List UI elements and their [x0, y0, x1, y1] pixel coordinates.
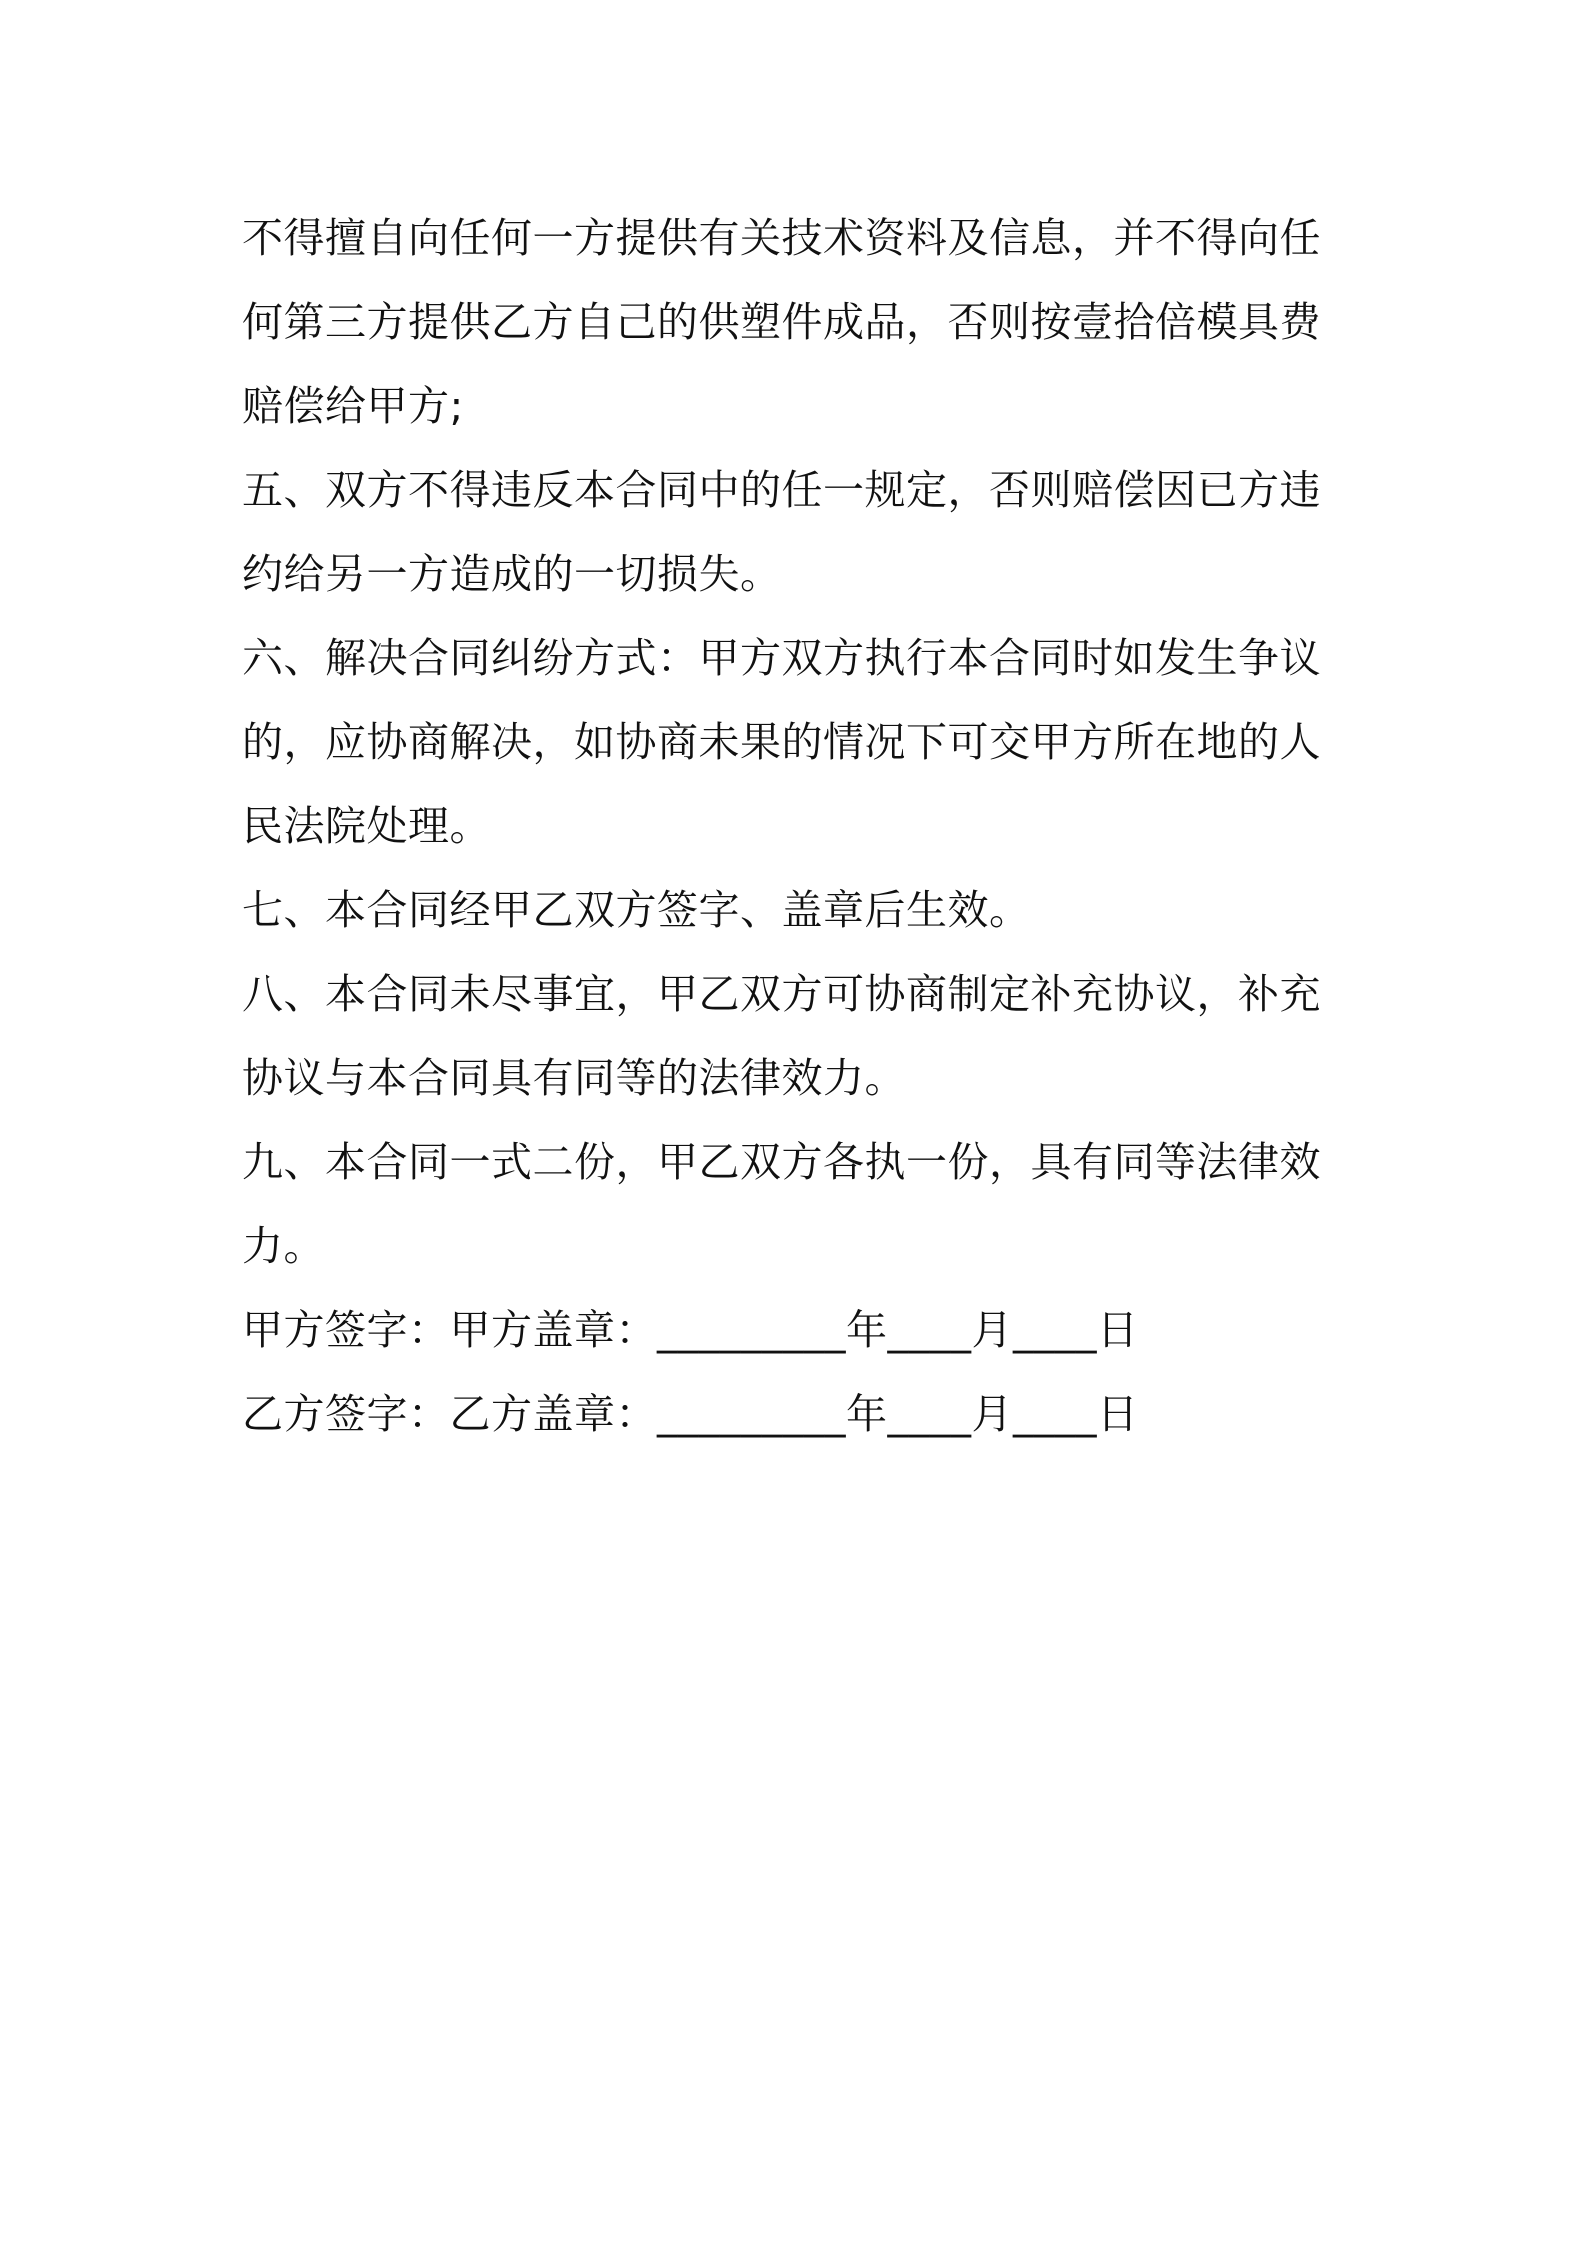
- clause-9-line-1: 九、本合同一式二份，甲乙双方各执一份，具有同等法律效: [242, 1138, 1321, 1186]
- party-a-signature-line: 甲方签字：甲方盖章：_________年____月____日: [242, 1306, 1139, 1354]
- clause-6-line-2: 的，应协商解决，如协商未果的情况下可交甲方所在地的人: [242, 718, 1321, 766]
- clause-5-line-1: 五、双方不得违反本合同中的任一规定，否则赔偿因已方违: [242, 466, 1321, 514]
- text-line-1: 不得擅自向任何一方提供有关技术资料及信息，并不得向任: [242, 214, 1321, 262]
- contract-body: [242, 196, 1360, 1456]
- clause-7-line-1: 七、本合同经甲乙双方签字、盖章后生效。: [242, 886, 1031, 934]
- clause-5-line-2: 约给另一方造成的一切损失。: [242, 550, 782, 598]
- text-line-3: 赔偿给甲方;: [242, 382, 464, 430]
- clause-9-line-2: 力。: [242, 1222, 325, 1270]
- clause-6-line-1: 六、解决合同纠纷方式：甲方双方执行本合同时如发生争议: [242, 634, 1321, 682]
- clause-8-line-2: 协议与本合同具有同等的法律效力。: [242, 1054, 906, 1102]
- party-b-signature-line: 乙方签字：乙方盖章：_________年____月____日: [242, 1390, 1139, 1438]
- text-line-2: 何第三方提供乙方自己的供塑件成品，否则按壹拾倍模具费: [242, 298, 1321, 346]
- clause-6-line-3: 民法院处理。: [242, 802, 491, 850]
- clause-8-line-1: 八、本合同未尽事宜，甲乙双方可协商制定补充协议，补充: [242, 970, 1321, 1018]
